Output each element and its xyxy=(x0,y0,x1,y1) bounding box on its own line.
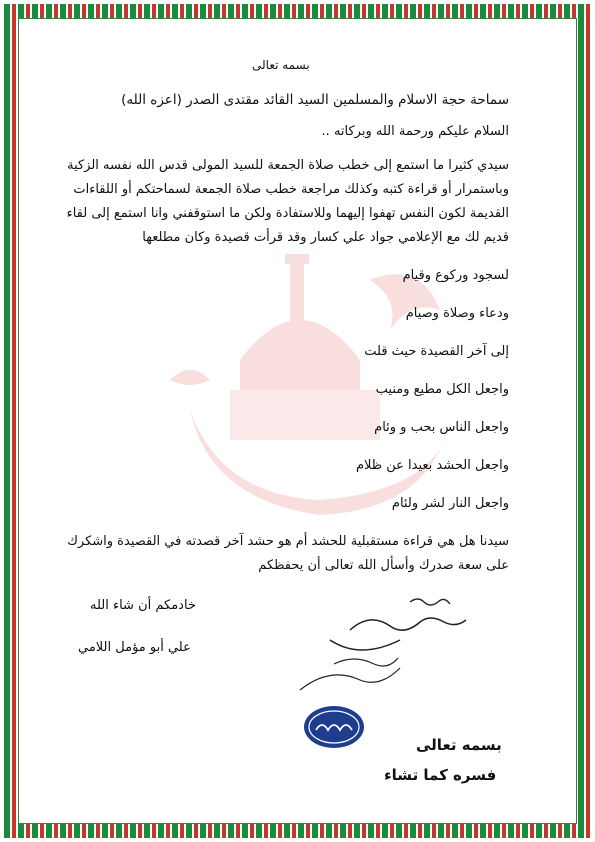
reply-text: فسره كما تشاء xyxy=(384,766,497,784)
blue-seal-stamp xyxy=(302,704,366,750)
question-line: سيدنا هل هي قراءة مستقبلية للحشد أم هو حشد آخر قصدته في القصيدة واشكرك xyxy=(67,534,509,549)
paragraph-line: وباستمرار أو قراءة كتبه وكذلك مراجعة خطب صلاة الجمعة لسماحتكم أو اللقاءات xyxy=(73,182,509,197)
reply-basmala: بسمه تعالى xyxy=(416,736,502,754)
poem-line: واجعل الحشد بعيدا عن ظلام xyxy=(355,458,509,473)
poem-line: واجعل النار لشر ولئام xyxy=(391,496,509,511)
greeting-line: السلام عليكم ورحمة الله وبركاته .. xyxy=(321,124,509,139)
addressee-line: سماحة حجة الاسلام والمسلمين السيد القائد مقتدى الصدر (اعزه الله) xyxy=(121,92,509,108)
poem-line: إلى آخر القصيدة حيث قلت xyxy=(364,344,509,359)
signature-name: علي أبو مؤمل اللامي xyxy=(78,640,191,655)
paragraph-line: سيدي كثيرا ما استمع إلى خطب صلاة الجمعة للسيد المولى قدس الله نفسه الزكية xyxy=(67,158,509,173)
poem-line: ودعاء وصلاة وصيام xyxy=(405,306,509,321)
header-basmala: بسمه تعالى xyxy=(252,58,310,72)
question-line: على سعة صدرك وأسأل الله تعالى أن يحفظكم xyxy=(258,558,509,573)
signature-closing: خادمكم أن شاء الله xyxy=(90,598,196,613)
poem-line: واجعل الكل مطيع ومنيب xyxy=(375,382,509,397)
handwritten-reply-signature xyxy=(290,590,490,700)
poem-line: واجعل الناس بحب و وئام xyxy=(374,420,509,435)
paragraph-line: قديم لك مع الإعلامي جواد علي كسار وقد قرأت قصيدة وكان مطلعها xyxy=(142,230,509,245)
poem-line: لسجود وركوع وقيام xyxy=(402,268,509,283)
paragraph-line: القديمة لكون النفس تهفوا إليهما وللاستفادة ولكن ما استوقفني وانا استمع إلى لقاء xyxy=(66,206,509,221)
